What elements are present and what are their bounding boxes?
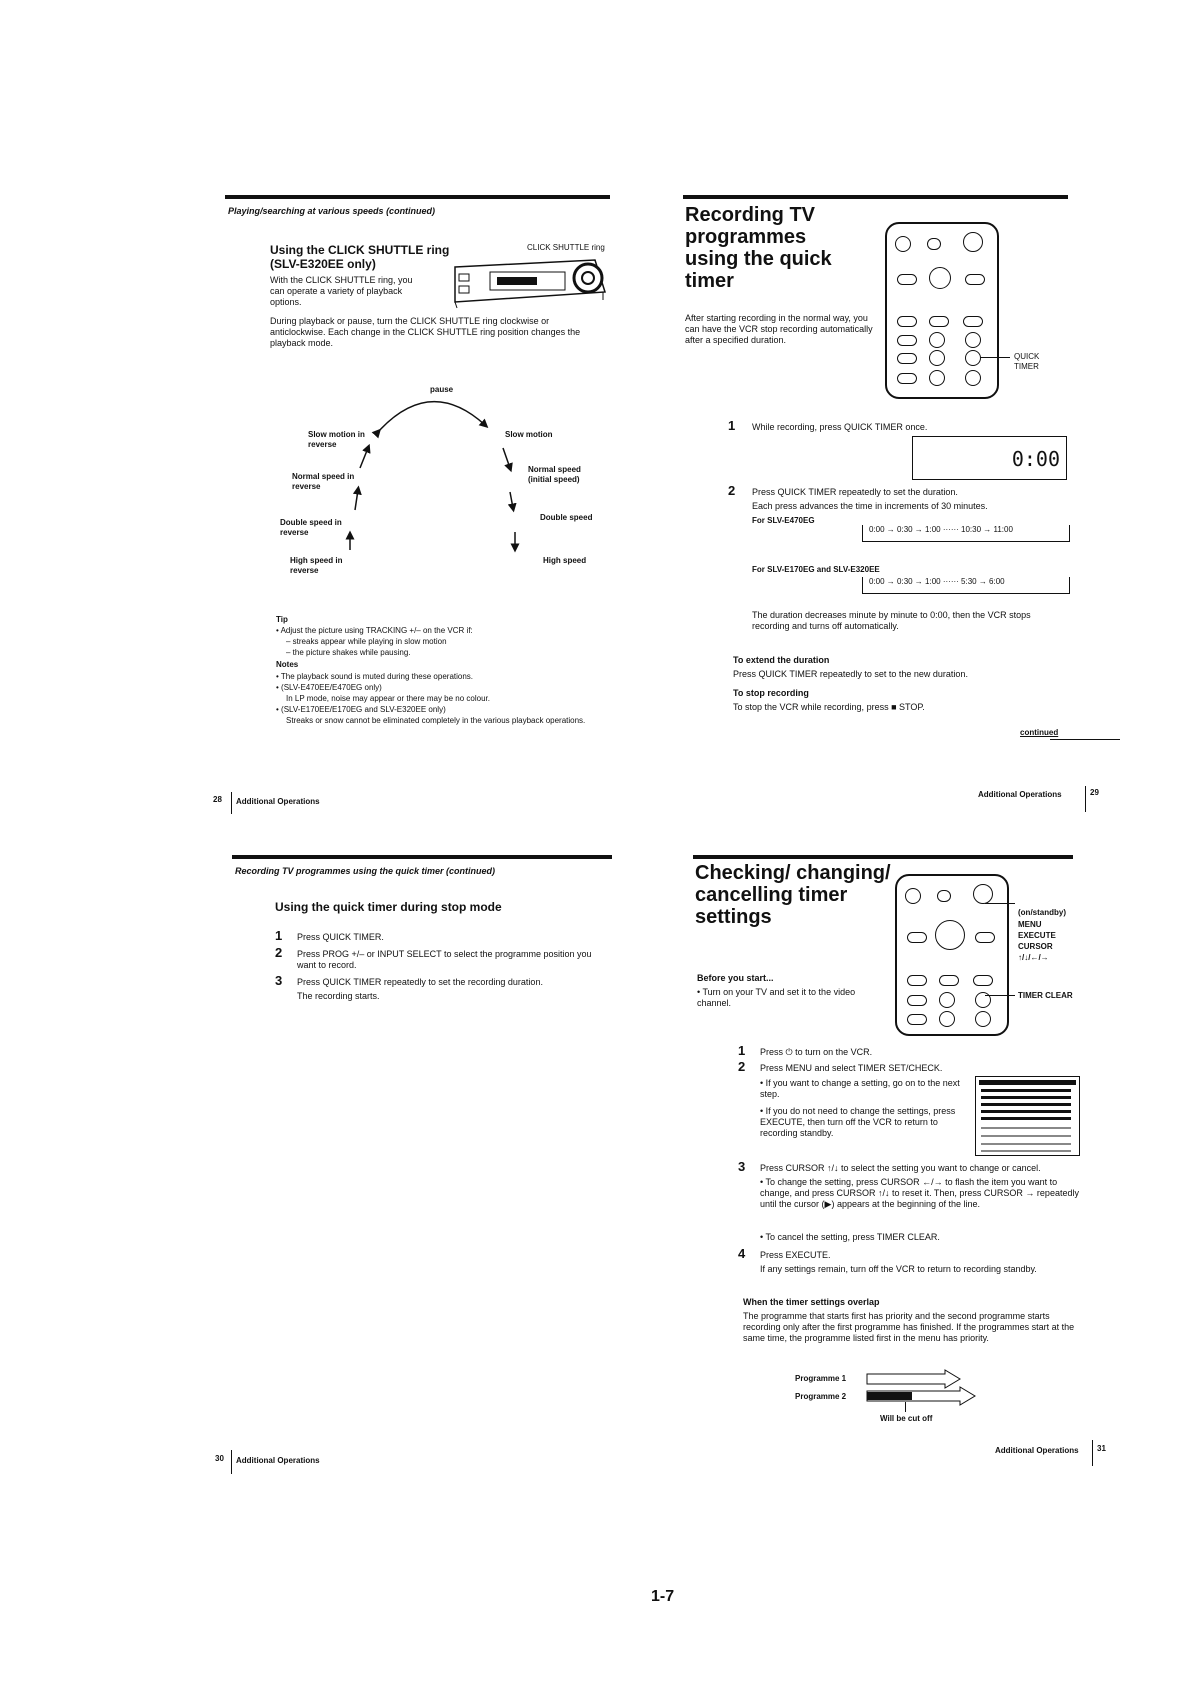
p30-page-number: 30 (215, 1454, 224, 1463)
diagram-high-reverse: High speed in reverse (290, 556, 343, 575)
p31-label-cursor: CURSOR (1018, 942, 1053, 951)
p29-seq1: 0:00 → 0:30 → 1:00 ······ 10:30 → 11:00 (862, 525, 1070, 542)
p29-extend-body: Press QUICK TIMER repeatedly to set to the new duration. (733, 669, 968, 679)
p30-running-header: Recording TV programmes using the quick timer (continued) (235, 866, 496, 876)
p31-label-arrows: ↑/↓/←/→ (1018, 953, 1049, 962)
p31-prog2: Programme 2 (795, 1392, 847, 1401)
p30-step2: Press PROG +/– or INPUT SELECT to select the programme position you want to record. (297, 949, 592, 970)
p29-stop-body: To stop the VCR while recording, press ■ STOP. (733, 702, 925, 712)
p30-step2-num: 2 (275, 945, 283, 960)
p31-overlap-body: The programme that starts first has priority and the second programme starts recording only after the first programme has finished. If the programmes start at the same time, the programme listed first in the menu has priority. (743, 1311, 1075, 1343)
p28-note3b: Streaks or snow cannot be eliminated completely in the various playback operations. (286, 716, 586, 725)
p28-tip1: • Adjust the picture using TRACKING +/– on the VCR if: (276, 626, 606, 636)
p28-subhead: Using the CLICK SHUTTLE ring (SLV-E320EE only) (270, 243, 450, 271)
p31-footer-section: Additional Operations (995, 1446, 1079, 1455)
diagram-double-forward: Double speed (540, 513, 593, 522)
p29-step2-num: 2 (728, 483, 736, 498)
p29-step1: While recording, press QUICK TIMER once. (752, 422, 928, 432)
p31-remote (895, 874, 1007, 1034)
p28-note2b: In LP mode, noise may appear or there may be no colour. (286, 694, 490, 703)
p31-page-number: 31 (1097, 1444, 1106, 1453)
p31-before-title: Before you start... (697, 973, 774, 983)
diagram-normal-forward: Normal speed (initial speed) (528, 465, 581, 484)
p31-overlap-arrows (865, 1368, 980, 1408)
p28-note3: • (SLV-E170EE/E170EG and SLV-E320EE only) (276, 705, 446, 715)
p29-title: Recording TV programmes using the quick timer (685, 204, 832, 292)
p29-continued: continued (1020, 728, 1059, 737)
p31-label-execute: EXECUTE (1018, 931, 1056, 940)
p28-tip1a: – streaks appear while playing in slow motion (286, 637, 447, 646)
p28-device-label: CLICK SHUTTLE ring (527, 243, 605, 252)
p31-step3a: • To change the setting, press CURSOR ←/→ to flash the item you want to change, and press CURSOR ↑/↓ to reset it. Then, press CURSOR → repeatedly until the cursor (▶) appears at the beginning of the line. (760, 1177, 1080, 1210)
p29-intro: After starting recording in the normal way, you can have the VCR stop recording automatically after a specified duration. (685, 313, 873, 345)
diagram-slow-forward: Slow motion (505, 430, 553, 439)
p28-page-number: 28 (213, 795, 222, 804)
p31-step4b: If any settings remain, turn off the VCR to return to recording standby. (760, 1264, 1037, 1274)
p31-step3-num: 3 (738, 1159, 746, 1174)
p30-subhead: Using the quick timer during stop mode (275, 900, 502, 914)
p29-quick-timer-label: QUICK TIMER (1014, 352, 1040, 371)
p31-cut-off: Will be cut off (880, 1414, 933, 1423)
p29-step1-num: 1 (728, 418, 736, 433)
p28-tip-title: Tip (276, 615, 288, 624)
p28-body2: During playback or pause, turn the CLICK SHUTTLE ring clockwise or anticlockwise. Each change in the CLICK SHUTTLE ring position changes the playback mode. (270, 316, 581, 348)
p31-step2b: • If you do not need to change the settings, press EXECUTE, then turn off the VCR to return to recording standby. (760, 1106, 965, 1139)
p29-model1: For SLV-E470EG (752, 516, 815, 525)
p31-step4-num: 4 (738, 1246, 746, 1261)
p28-note2: • (SLV-E470EE/E470EG only) (276, 683, 382, 693)
p28-tip1b: – the picture shakes while pausing. (286, 648, 411, 657)
p28-notes-title: Notes (276, 660, 299, 669)
vcr-illustration (445, 252, 615, 314)
p28-note1: • The playback sound is muted during these operations. (276, 672, 606, 682)
p28-footer-section: Additional Operations (236, 797, 320, 806)
p29-step2b: Each press advances the time in increments of 30 minutes. (752, 501, 988, 511)
p31-prog1: Programme 1 (795, 1374, 847, 1383)
p31-label-standby: (on/standby) (1018, 908, 1066, 917)
p29-step2c: The duration decreases minute by minute to 0:00, then the VCR stops recording and turns off automatically. (752, 610, 1031, 631)
diagram-high-forward: High speed (543, 556, 587, 565)
p30-step3-num: 3 (275, 973, 283, 988)
diagram-normal-reverse: Normal speed in reverse (292, 472, 355, 491)
p29-extend-title: To extend the duration (733, 655, 830, 665)
diagram-slow-reverse: Slow motion in reverse (308, 430, 365, 449)
p31-step2-num: 2 (738, 1059, 746, 1074)
p31-timer-menu-screen (975, 1076, 1080, 1156)
p30-step1: Press QUICK TIMER. (297, 932, 384, 942)
p31-step1-num: 1 (738, 1043, 746, 1058)
p31-before-body: • Turn on your TV and set it to the video channel. (697, 987, 872, 1009)
p29-remote (885, 222, 997, 397)
p29-model2: For SLV-E170EG and SLV-E320EE (752, 565, 880, 574)
p31-label-timer-clear: TIMER CLEAR (1018, 991, 1073, 1000)
p30-step3b: The recording starts. (297, 991, 380, 1001)
p31-overlap-title: When the timer settings overlap (743, 1297, 880, 1307)
p29-stop-title: To stop recording (733, 688, 809, 698)
p29-footer-section: Additional Operations (978, 790, 1062, 799)
p29-page-number: 29 (1090, 788, 1099, 797)
diagram-double-reverse: Double speed in reverse (280, 518, 342, 537)
p31-step1: Press ⏻ to turn on the VCR. (760, 1047, 873, 1057)
p30-step3: Press QUICK TIMER repeatedly to set the recording duration. (297, 977, 543, 987)
p28-running-header: Playing/searching at various speeds (continued) (228, 206, 436, 216)
p31-step3b: • To cancel the setting, press TIMER CLEAR. (760, 1232, 940, 1243)
p31-step4: Press EXECUTE. (760, 1250, 831, 1260)
p29-step2: Press QUICK TIMER repeatedly to set the duration. (752, 487, 958, 497)
p28-body1: With the CLICK SHUTTLE ring, you can operate a variety of playback options. (270, 275, 413, 307)
p31-step3: Press CURSOR ↑/↓ to select the setting you want to change or cancel. (760, 1163, 1041, 1173)
p29-seq2: 0:00 → 0:30 → 1:00 ······ 5:30 → 6:00 (862, 577, 1070, 594)
p29-lcd-display: 0:00 (912, 436, 1067, 480)
diagram-pause: pause (430, 385, 454, 394)
p30-step1-num: 1 (275, 928, 283, 943)
p31-label-menu: MENU (1018, 920, 1042, 929)
p31-step2a: • If you want to change a setting, go on to the next step. (760, 1078, 965, 1100)
sheet-page-number: 1-7 (651, 1588, 675, 1605)
p31-title: Checking/ changing/ cancelling timer settings (695, 862, 891, 928)
p31-step2: Press MENU and select TIMER SET/CHECK. (760, 1063, 943, 1073)
p30-footer-section: Additional Operations (236, 1456, 320, 1465)
